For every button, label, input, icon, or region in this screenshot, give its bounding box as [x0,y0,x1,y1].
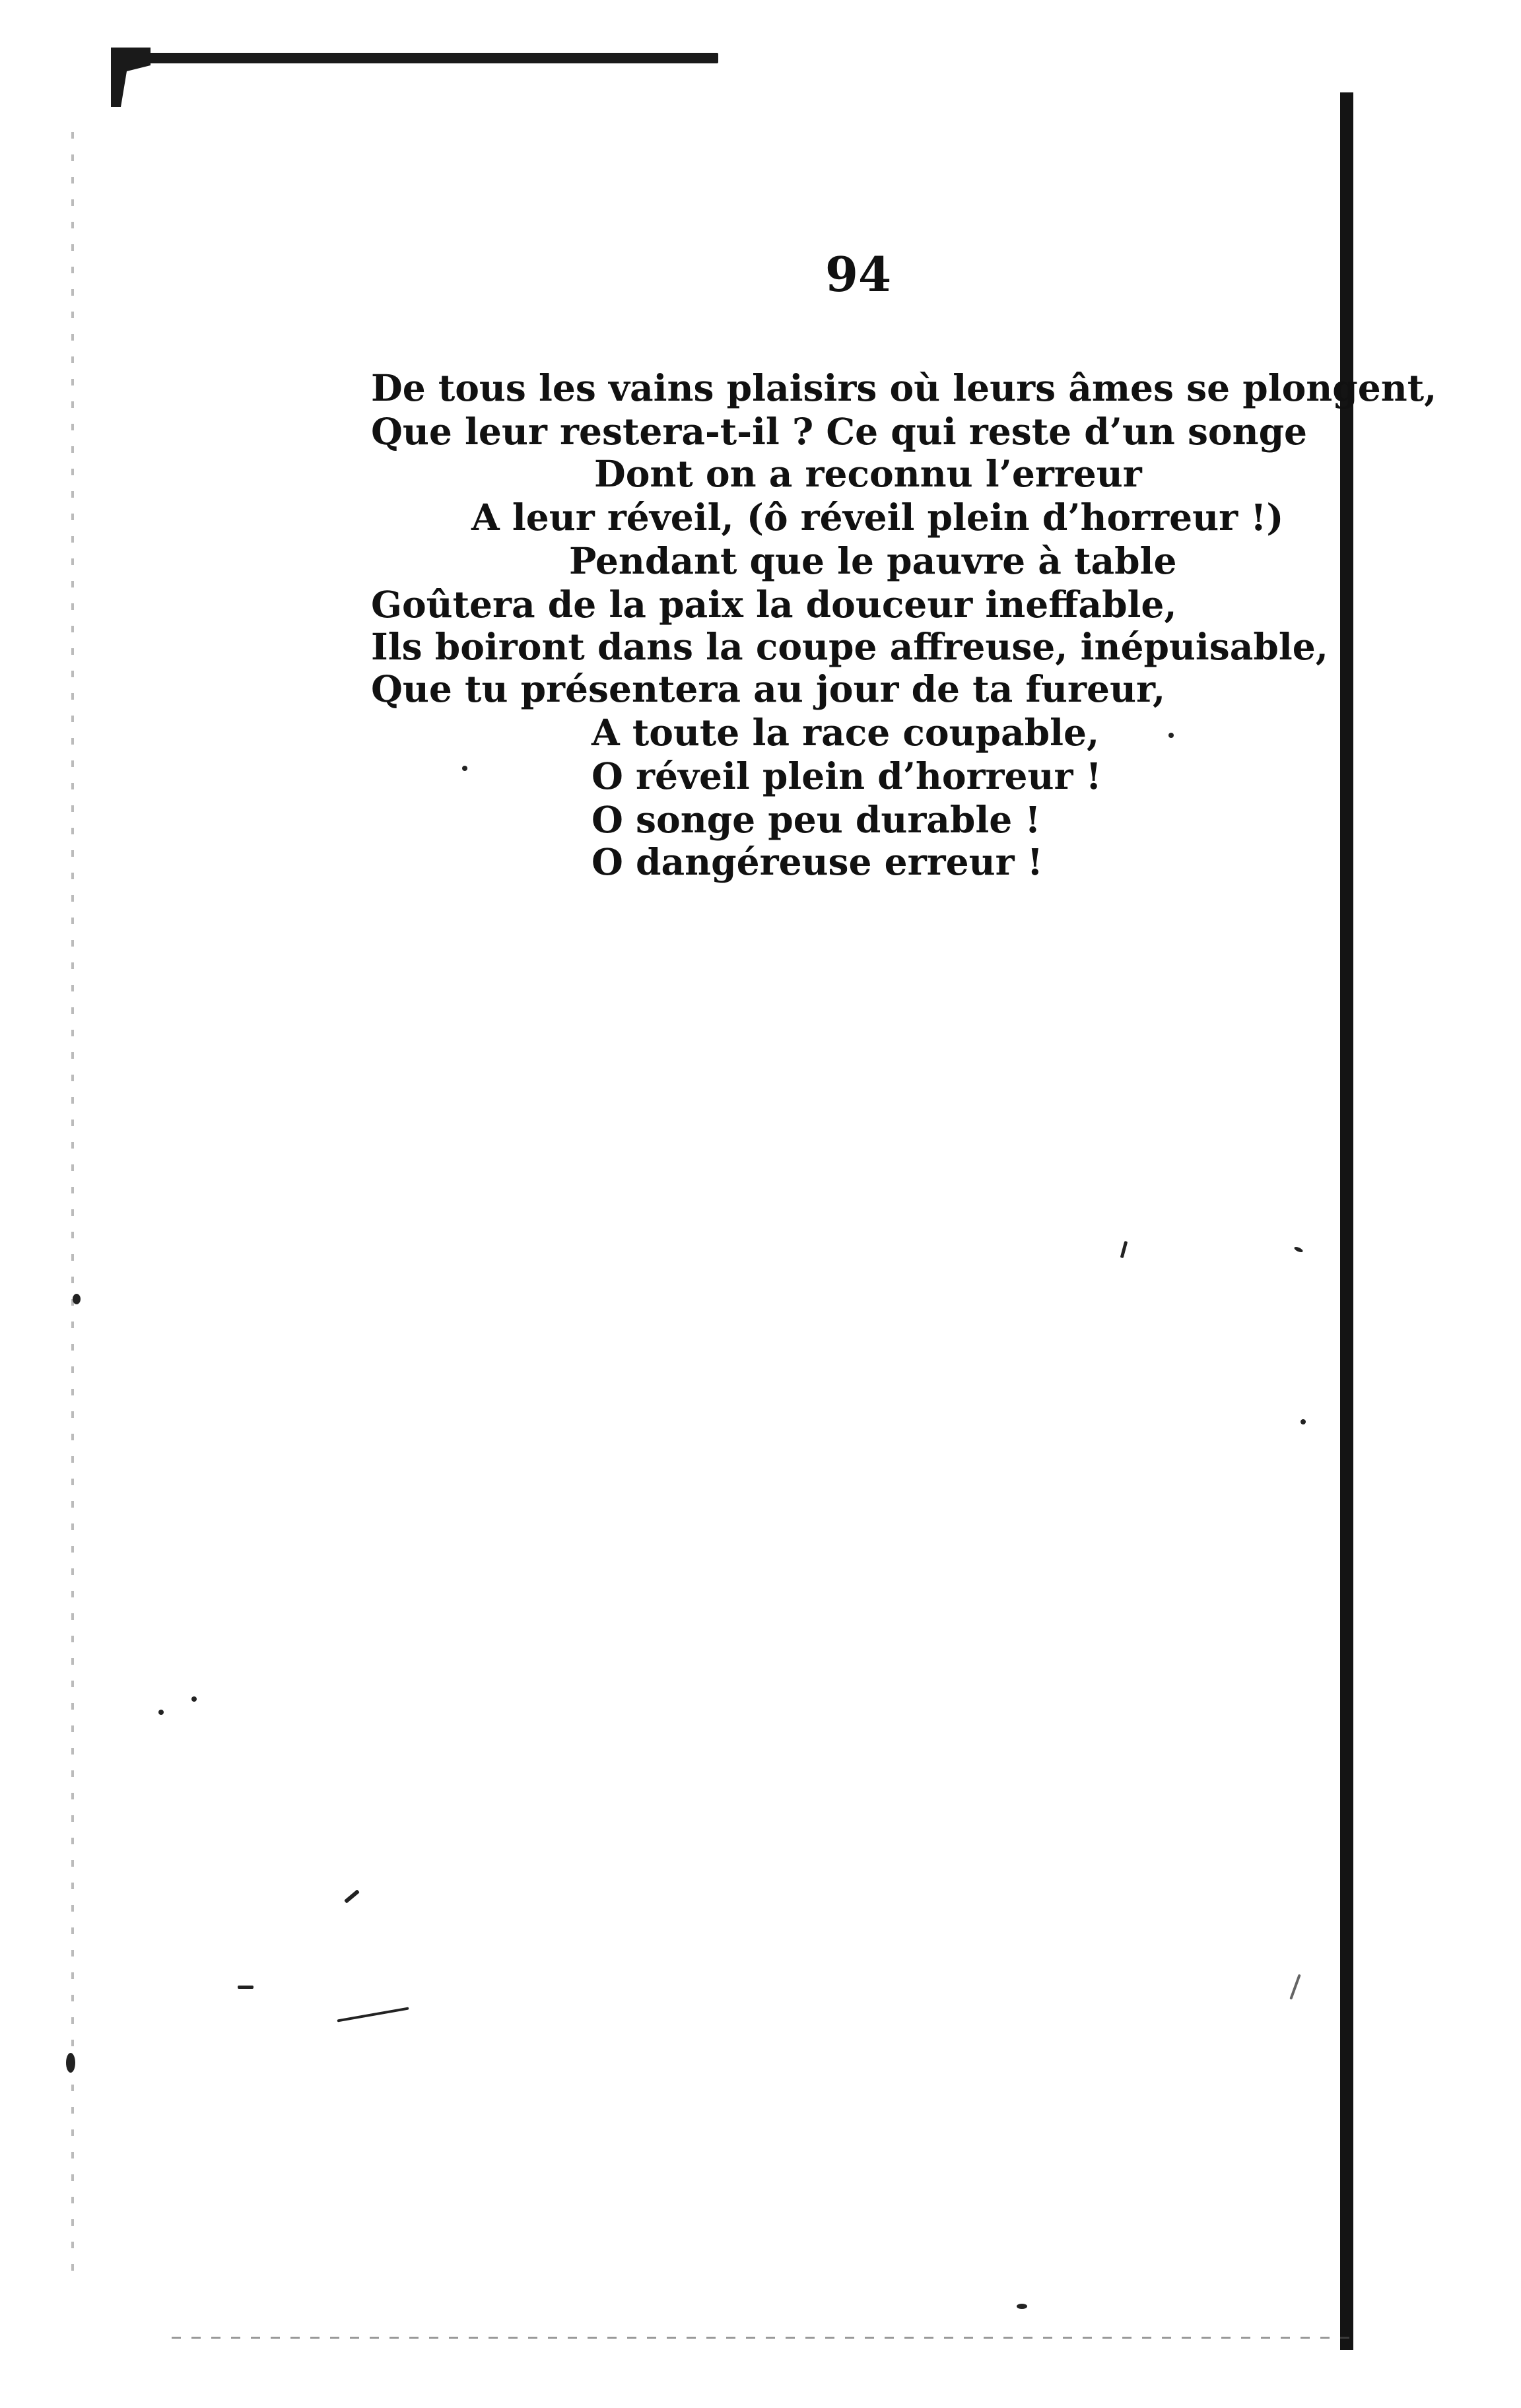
scan-speck [344,1889,360,1903]
poem-line: Pendant que le pauvre à table [569,539,1177,582]
scan-speck [1289,1974,1301,2000]
scan-speck [66,2053,75,2073]
scan-speck [337,2007,409,2022]
poem-line: De tous les vains plaisirs où leurs âmes se plongent, [371,366,1437,409]
poem-line: A leur réveil, (ô réveil plein d’horreur !) [471,496,1284,539]
poem-line: Goûtera de la paix la douceur ineffable, [371,583,1177,626]
scan-speck [1301,1419,1306,1424]
scan-edge-corner [111,48,151,107]
poem-line: O dangéreuse erreur ! [592,840,1043,883]
scan-speck [1120,1241,1128,1258]
scan-speck [158,1710,164,1715]
scan-speck [1017,2304,1027,2309]
scan-speck [1293,1246,1303,1253]
scan-edge-bottom [172,2337,1360,2339]
poem-line: Dont on a reconnu l’erreur [594,452,1142,495]
poem-line: Ils boiront dans la coupe affreuse, inépuisable, [371,625,1328,668]
scan-speck [462,766,467,771]
poem-line: Que tu présentera au jour de ta fureur, [371,667,1166,710]
poem-line: A toute la race coupable, [592,711,1100,754]
scan-speck [73,1294,81,1304]
scan-edge-right [1340,92,1353,2350]
scan-edge-top [111,53,718,63]
page-number: 94 [825,246,892,302]
scan-speck [1168,733,1174,738]
scan-speck [238,1986,254,1989]
poem-line: O songe peu durable ! [592,798,1041,841]
scan-speck [191,1696,197,1702]
scan-edge-left [71,132,74,2277]
poem-line: O réveil plein d’horreur ! [592,754,1102,797]
poem-line: Que leur restera-t-il ? Ce qui reste d’un songe [371,410,1308,453]
